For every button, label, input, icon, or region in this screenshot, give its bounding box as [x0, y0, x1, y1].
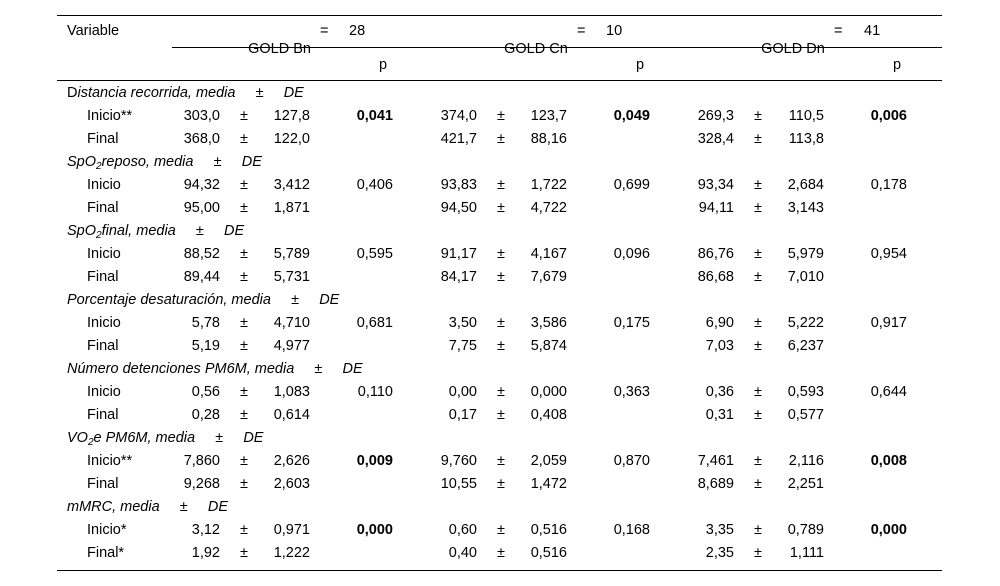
mean-value: 3,35	[705, 522, 734, 538]
mean-value: 89,44	[183, 269, 220, 285]
pm-sign: ±	[497, 384, 505, 400]
row-label: Final	[87, 476, 119, 492]
group-d-n: 41	[864, 23, 881, 39]
mean-value: 374,0	[440, 108, 477, 124]
sd-value: 0,614	[273, 407, 310, 423]
sd-value: 1,222	[273, 545, 310, 561]
sd-value: 4,722	[530, 200, 567, 216]
p-value: 0,000	[870, 522, 907, 538]
pm-sign: ±	[754, 200, 762, 216]
title-pm: ±	[270, 292, 320, 308]
row-label: Inicio	[87, 177, 121, 193]
mean-value: 0,31	[705, 407, 734, 423]
mean-value: 0,40	[448, 545, 477, 561]
mean-value: 269,3	[697, 108, 734, 124]
title-pm: ±	[195, 430, 244, 446]
row-label: Inicio	[87, 246, 121, 262]
sd-value: 2,116	[788, 453, 824, 469]
sd-value: 2,251	[787, 476, 824, 492]
title-de: DE	[319, 292, 340, 308]
pm-sign: ±	[240, 476, 248, 492]
mean-value: 1,92	[191, 545, 220, 561]
pm-sign: ±	[497, 177, 505, 193]
pm-sign: ±	[240, 384, 248, 400]
title-text: SpO	[67, 223, 97, 239]
title-pm: ±	[175, 223, 224, 239]
section-title	[67, 498, 228, 516]
p-value: 0,041	[356, 108, 393, 124]
sd-value: 7,679	[530, 269, 567, 285]
pm-sign: ±	[754, 246, 762, 262]
pm-sign: ±	[240, 522, 248, 538]
mean-value: 0,00	[448, 384, 477, 400]
pm-sign: ±	[754, 131, 762, 147]
title-de: DE	[241, 154, 262, 170]
title-text: istancia recorrida, media	[77, 85, 236, 101]
sd-value: 1,871	[273, 200, 310, 216]
section-title	[67, 429, 263, 447]
mean-value: 5,19	[191, 338, 220, 354]
sd-value: 1,083	[273, 384, 310, 400]
p-value: 0,006	[870, 108, 907, 124]
title-text: reposo, media	[101, 154, 194, 170]
bottom-rule	[57, 570, 942, 571]
title-pm: ±	[235, 85, 284, 101]
sd-value: 2,603	[273, 476, 310, 492]
mean-value: 0,28	[191, 407, 220, 423]
row-label: Inicio**	[87, 453, 133, 469]
sd-value: 110,5	[788, 108, 824, 124]
row-label: Final	[87, 269, 119, 285]
sd-value: 113,8	[788, 131, 824, 147]
mean-value: 2,35	[705, 545, 734, 561]
sd-value: 5,874	[530, 338, 567, 354]
title-pm: ±	[159, 499, 208, 515]
mean-value: 6,90	[705, 315, 734, 331]
mean-value: 7,461	[697, 453, 734, 469]
row-label: Final	[87, 338, 119, 354]
header-bottom-rule	[57, 80, 942, 81]
p-value: 0,096	[613, 246, 650, 262]
pm-sign: ±	[497, 545, 505, 561]
pm-sign: ±	[240, 315, 248, 331]
title-text: e PM6M, media	[93, 430, 196, 446]
pm-sign: ±	[754, 453, 762, 469]
p-value: 0,681	[356, 315, 393, 331]
sd-value: 4,977	[273, 338, 310, 354]
group-label: GOLD C	[504, 41, 560, 57]
section-title	[67, 360, 363, 378]
n-label: n	[302, 41, 311, 57]
p-value: 0,168	[613, 522, 650, 538]
group-c-n: 10	[606, 23, 623, 39]
row-label: Final	[87, 131, 119, 147]
mean-value: 84,17	[440, 269, 477, 285]
row-label: Final*	[87, 545, 125, 561]
pm-sign: ±	[754, 108, 762, 124]
mean-value: 328,4	[697, 131, 734, 147]
pm-sign: ±	[240, 108, 248, 124]
pm-sign: ±	[240, 338, 248, 354]
p-value: 0,363	[613, 384, 650, 400]
sd-value: 1,472	[530, 476, 567, 492]
pm-sign: ±	[240, 200, 248, 216]
mean-value: 9,268	[183, 476, 220, 492]
mean-value: 93,34	[697, 177, 734, 193]
row-label: Final	[87, 407, 119, 423]
sd-value: 2,059	[530, 453, 567, 469]
title-text: Porcentaje desaturación, media	[67, 292, 271, 308]
pm-sign: ±	[240, 246, 248, 262]
title-de: DE	[243, 430, 264, 446]
mean-value: 91,17	[440, 246, 477, 262]
title-initial: D	[67, 85, 78, 101]
sd-value: 3,143	[787, 200, 824, 216]
group-d-header	[745, 22, 825, 76]
title-text: Número detenciones PM6M, media	[67, 361, 295, 377]
group-b-header	[232, 22, 311, 76]
sd-value: 127,8	[273, 108, 310, 124]
mean-value: 93,83	[440, 177, 477, 193]
title-text: SpO	[67, 154, 97, 170]
mean-value: 0,36	[705, 384, 734, 400]
sd-value: 7,010	[787, 269, 824, 285]
section-title	[67, 291, 339, 309]
group-label: GOLD B	[248, 41, 303, 57]
section-title	[67, 84, 304, 102]
pm-sign: ±	[497, 453, 505, 469]
p-value: 0,008	[870, 453, 907, 469]
pm-sign: ±	[497, 246, 505, 262]
pm-sign: ±	[240, 407, 248, 423]
pm-sign: ±	[497, 315, 505, 331]
sd-value: 1,111	[789, 545, 824, 561]
mean-value: 86,68	[697, 269, 734, 285]
pm-sign: ±	[240, 269, 248, 285]
row-label: Inicio	[87, 384, 121, 400]
sd-value: 2,684	[787, 177, 824, 193]
mean-value: 303,0	[183, 108, 220, 124]
sd-value: 0,789	[787, 522, 824, 538]
variable-header: Variable	[67, 23, 120, 39]
sd-value: 5,222	[787, 315, 824, 331]
pm-sign: ±	[240, 177, 248, 193]
sd-value: 0,000	[530, 384, 567, 400]
title-text: final, media	[101, 223, 176, 239]
title-pm: ±	[193, 154, 242, 170]
pm-sign: ±	[754, 338, 762, 354]
title-subscript: 2	[96, 230, 102, 241]
p-value: 0,000	[356, 522, 393, 538]
pm-sign: ±	[240, 131, 248, 147]
pm-sign: ±	[240, 453, 248, 469]
pm-sign: ±	[754, 384, 762, 400]
group-c-header	[488, 22, 568, 76]
sd-value: 5,731	[273, 269, 310, 285]
pm-sign: ±	[497, 338, 505, 354]
sd-value: 88,16	[530, 131, 567, 147]
p-header-d: p	[893, 57, 902, 73]
mean-value: 86,76	[697, 246, 734, 262]
p-header-b: p	[379, 57, 388, 73]
n-label: n	[816, 41, 825, 57]
sd-value: 0,577	[787, 407, 824, 423]
mean-value: 5,78	[191, 315, 220, 331]
p-value: 0,009	[356, 453, 393, 469]
mean-value: 3,50	[448, 315, 477, 331]
sd-value: 0,516	[530, 545, 567, 561]
title-de: DE	[283, 85, 304, 101]
sd-value: 123,7	[530, 108, 567, 124]
title-de: DE	[207, 499, 229, 515]
pm-sign: ±	[497, 131, 505, 147]
p-value: 0,595	[356, 246, 393, 262]
sd-value: 4,167	[530, 246, 567, 262]
mean-value: 421,7	[440, 131, 477, 147]
sd-value: 3,586	[530, 315, 567, 331]
p-value: 0,049	[613, 108, 650, 124]
pm-sign: ±	[754, 476, 762, 492]
row-label: Inicio	[87, 315, 121, 331]
title-text: VO	[67, 430, 88, 446]
sd-value: 5,789	[273, 246, 310, 262]
group-d-eq: =	[834, 23, 843, 39]
p-value: 0,406	[356, 177, 393, 193]
p-value: 0,917	[870, 315, 907, 331]
mean-value: 94,50	[440, 200, 477, 216]
p-value: 0,110	[357, 384, 393, 400]
pm-sign: ±	[754, 522, 762, 538]
sd-value: 6,237	[787, 338, 824, 354]
p-value: 0,644	[870, 384, 907, 400]
pm-sign: ±	[497, 407, 505, 423]
mean-value: 10,55	[440, 476, 477, 492]
row-label: Final	[87, 200, 119, 216]
pm-sign: ±	[754, 269, 762, 285]
row-label: Inicio**	[87, 108, 133, 124]
p-value: 0,870	[613, 453, 650, 469]
sd-value: 0,593	[787, 384, 824, 400]
mean-value: 368,0	[183, 131, 220, 147]
mean-value: 7,860	[183, 453, 220, 469]
sd-value: 1,722	[530, 177, 567, 193]
group-b-n: 28	[349, 23, 366, 39]
sd-value: 0,971	[273, 522, 310, 538]
section-title	[67, 153, 262, 171]
group-b-eq: =	[320, 23, 329, 39]
sd-value: 5,979	[787, 246, 824, 262]
mean-value: 8,689	[697, 476, 734, 492]
n-label: n	[559, 41, 568, 57]
pm-sign: ±	[754, 315, 762, 331]
row-label: Inicio*	[87, 522, 127, 538]
title-subscript: 2	[96, 161, 102, 172]
mean-value: 88,52	[183, 246, 220, 262]
title-pm: ±	[294, 361, 343, 377]
mean-value: 3,12	[191, 522, 220, 538]
mean-value: 7,03	[705, 338, 734, 354]
sd-value: 122,0	[273, 131, 310, 147]
mean-value: 94,11	[698, 200, 734, 216]
sd-value: 0,516	[530, 522, 567, 538]
sd-value: 2,626	[273, 453, 310, 469]
p-value: 0,699	[613, 177, 650, 193]
title-de: DE	[223, 223, 245, 239]
sd-value: 3,412	[273, 177, 310, 193]
p-value: 0,178	[870, 177, 907, 193]
title-de: DE	[342, 361, 363, 377]
mean-value: 94,32	[183, 177, 220, 193]
group-c-eq: =	[577, 23, 586, 39]
p-value: 0,175	[613, 315, 650, 331]
p-value: 0,954	[870, 246, 907, 262]
mean-value: 0,60	[448, 522, 477, 538]
mean-value: 7,75	[448, 338, 477, 354]
pm-sign: ±	[497, 476, 505, 492]
pm-sign: ±	[497, 200, 505, 216]
mean-value: 0,56	[191, 384, 220, 400]
title-text: mMRC, media	[67, 499, 160, 515]
section-title	[67, 222, 244, 240]
pm-sign: ±	[497, 108, 505, 124]
title-subscript: 2	[87, 437, 94, 448]
pm-sign: ±	[754, 177, 762, 193]
sd-value: 4,710	[273, 315, 310, 331]
top-rule	[57, 15, 942, 16]
group-label: GOLD D	[761, 41, 817, 57]
pm-sign: ±	[240, 545, 248, 561]
pm-sign: ±	[497, 522, 505, 538]
pm-sign: ±	[754, 407, 762, 423]
mean-value: 9,760	[440, 453, 477, 469]
mean-value: 0,17	[448, 407, 477, 423]
p-header-c: p	[636, 57, 645, 73]
sd-value: 0,408	[530, 407, 567, 423]
mean-value: 95,00	[183, 200, 220, 216]
pm-sign: ±	[754, 545, 762, 561]
pm-sign: ±	[497, 269, 505, 285]
